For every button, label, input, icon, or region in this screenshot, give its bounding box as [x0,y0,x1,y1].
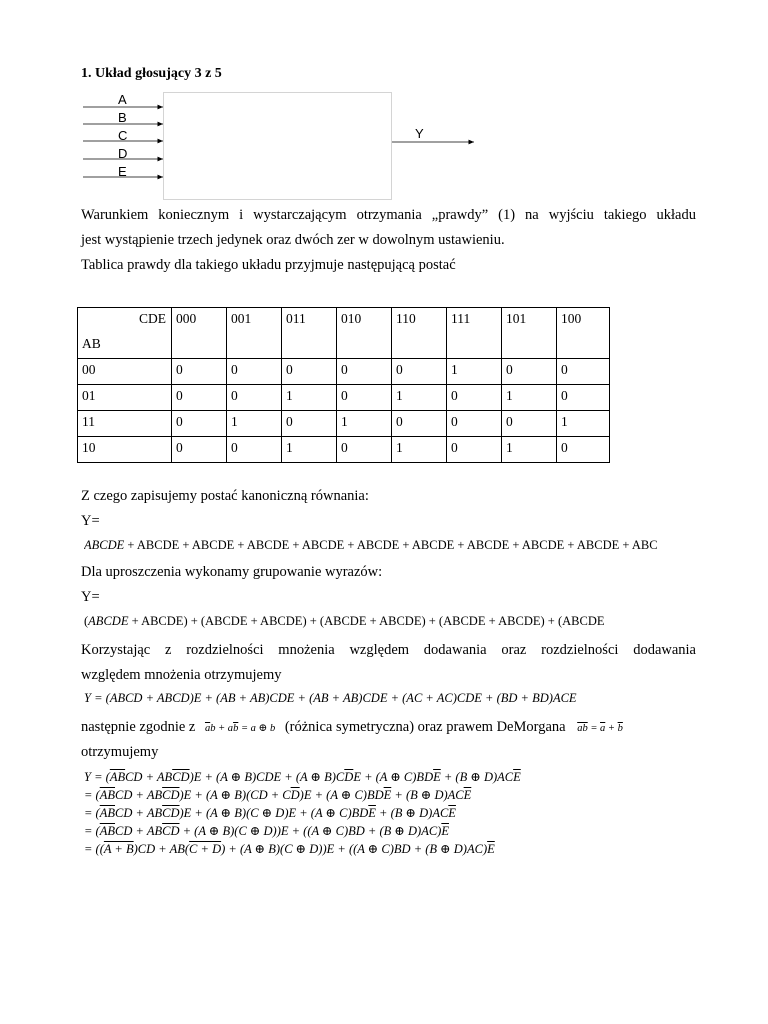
table-cell: 0 [447,385,502,411]
column-header: 100 [557,308,610,359]
table-cell: 0 [447,411,502,437]
paragraph-we-obtain: otrzymujemy [81,744,159,760]
equation-label-y1: Y= [81,513,100,529]
table-cell: 1 [502,437,557,463]
table-row [78,385,610,411]
paragraph-distributivity-line1: Korzystając z rozdzielności mnożenia względem dodawania oraz rozdzielności dodawania [81,642,696,658]
corner-label-ab: AB [82,336,101,351]
row-label: 01 [78,385,172,411]
paragraph-xor-demorgan [81,715,768,741]
column-header: 110 [392,308,447,359]
xor-middle-text: (różnica symetryczna) oraz prawem DeMorgana [284,719,566,735]
table-corner-cell [78,308,172,359]
equation-distributed: $Y = (\overline{AB}CD + AB\overline{CD})E + (\overline{A}B + A\overline{B})CDE + (\overline{A}B + A\overline{B})C\overline{D}E + (\overline{A}C + A\overline{C})CD\overline{E} + (\overline{B}D + B\overline{D})AC\overline{E}$ [84,691,577,705]
column-header: 001 [227,308,282,359]
column-header: 101 [502,308,557,359]
table-cell: 0 [172,359,227,385]
xor-prefix-text: następnie zgodnie z [81,719,196,735]
table-cell: 1 [227,411,282,437]
paragraph-distributivity-line2: względem mnożenia otrzymujemy [81,667,282,683]
table-cell: 1 [337,411,392,437]
paragraph-truth-table-intro: Tablica prawdy dla takiego układu przyjmuje następującą postać [81,257,456,273]
table-cell: 0 [337,385,392,411]
table-cell: 0 [337,437,392,463]
table-row [78,359,610,385]
table-cell: 1 [392,437,447,463]
table-cell: 1 [447,359,502,385]
table-cell: 0 [227,437,282,463]
table-cell: 0 [557,437,610,463]
table-cell: 0 [172,411,227,437]
table-row [78,437,610,463]
equation-derivation-block: $Y = (\overline{AB}CD + AB\overline{CD})E + (A$ ⊕ B)CDE + (A ⊕ $B)C\overline{D}E + (A$ ⊕ $C)BD\overline{E} + (B$ ⊕ $D)AC\overline{E}$ = $(\overline{AB}CD + AB\overline{CD})E + (A$ ⊕ $B)(CD + C\overline{D})E + (A$ ⊕ $C)BD\overline{E} + (B$ ⊕ $D)AC\overline{E}$ = $(\overline{AB}CD + AB\overline{CD})E + (A$ ⊕ B)(C ⊕ D)E + (A ⊕ $C)BD\overline{E} + (B$ ⊕ $D)AC\overline{E}$ = ($\overline{AB}CD + AB\overline{CD} + (A$ ⊕ B)(C ⊕ D))E + ((A ⊕ C)BD + (B ⊕ $D)AC)\overline{E}$ = ((A + B)CD + AB(C + D) + (A ⊕ B)(C ⊕ D))E + ((A ⊕ C)BD + (B ⊕ $D)AC)\overline{E}$ [84,770,521,856]
input-label-e: E [118,164,127,179]
table-cell: 0 [447,437,502,463]
table-cell: 0 [557,359,610,385]
equation-grouped: $(\overline{AB}CDE + ABC\overline{DE}) + (A\overline{B}C\overline{D}E + A\overline{BC}DE) + (\overline{A}BC\overline{D}E + AB\overline{CD}E) + (A\overline{B}CD\overline{E} + AB\overline{C}D\overline{E}) + (A\overline{B}CD\overline{E}$ [84,614,605,628]
table-cell: 0 [392,411,447,437]
corner-label-cde: CDE [139,311,166,326]
table-cell: 0 [282,359,337,385]
table-cell: 1 [557,411,610,437]
input-label-b: B [118,110,127,125]
table-cell: 0 [392,359,447,385]
table-cell: 0 [282,411,337,437]
table-cell: 0 [557,385,610,411]
column-header: 111 [447,308,502,359]
column-header: 000 [172,308,227,359]
paragraph-canonical-form: Z czego zapisujemy postać kanoniczną równania: [81,488,369,504]
table-cell: 1 [282,437,337,463]
equation-canonical: $\overline{AB}CDE + A\overline{B}C\overline{D}E + A\overline{B}CD\overline{E} + A\overline{BC}DE + ABC\overline{DE} + A\overline{BC}D\overline{E} + AB\overline{C}D\overline{E} + \overline{A}BC\overline{D}E + AB\overline{CD}E + \overline{A}B\overline{C}DE$ + ABC [84,538,658,552]
table-cell: 0 [502,411,557,437]
input-label-c: C [118,128,128,143]
paragraph-condition-line2: jest wystąpienie trzech jedynek oraz dwóch zer w dowolnym ustawieniu. [81,232,505,248]
input-label-a: A [118,92,127,107]
column-header: 010 [337,308,392,359]
table-cell: 0 [337,359,392,385]
table-cell: 0 [227,385,282,411]
column-header: 011 [282,308,337,359]
output-label-y: Y [415,126,424,141]
section-heading: 1. Układ głosujący 3 z 5 [81,66,222,81]
equation-label-y2: Y= [81,589,100,605]
table-cell: 0 [502,359,557,385]
table-cell: 1 [392,385,447,411]
table-cell: 0 [172,437,227,463]
xor-identity-formula: $\overline{a}b + a\overline{b} = a$ ⊕ b [204,723,276,734]
truth-table [77,307,610,463]
row-label: 00 [78,359,172,385]
row-label: 11 [78,411,172,437]
table-cell: 0 [227,359,282,385]
logic-block [163,92,392,200]
paragraph-grouping: Dla uproszczenia wykonamy grupowanie wyrazów: [81,564,383,580]
input-label-d: D [118,146,128,161]
table-row [78,411,610,437]
voting-circuit-diagram [80,88,480,202]
paragraph-condition-line1: Warunkiem koniecznym i wystarczającym otrzymania „prawdy” (1) na wyjściu takiego układu [81,207,696,223]
table-cell: 1 [282,385,337,411]
row-label: 10 [78,437,172,463]
table-header-row [78,308,610,359]
table-cell: 1 [502,385,557,411]
demorgan-formula: $\overline{ab} = \overline{a} + \overline{b}$ [577,723,623,734]
table-cell: 0 [172,385,227,411]
